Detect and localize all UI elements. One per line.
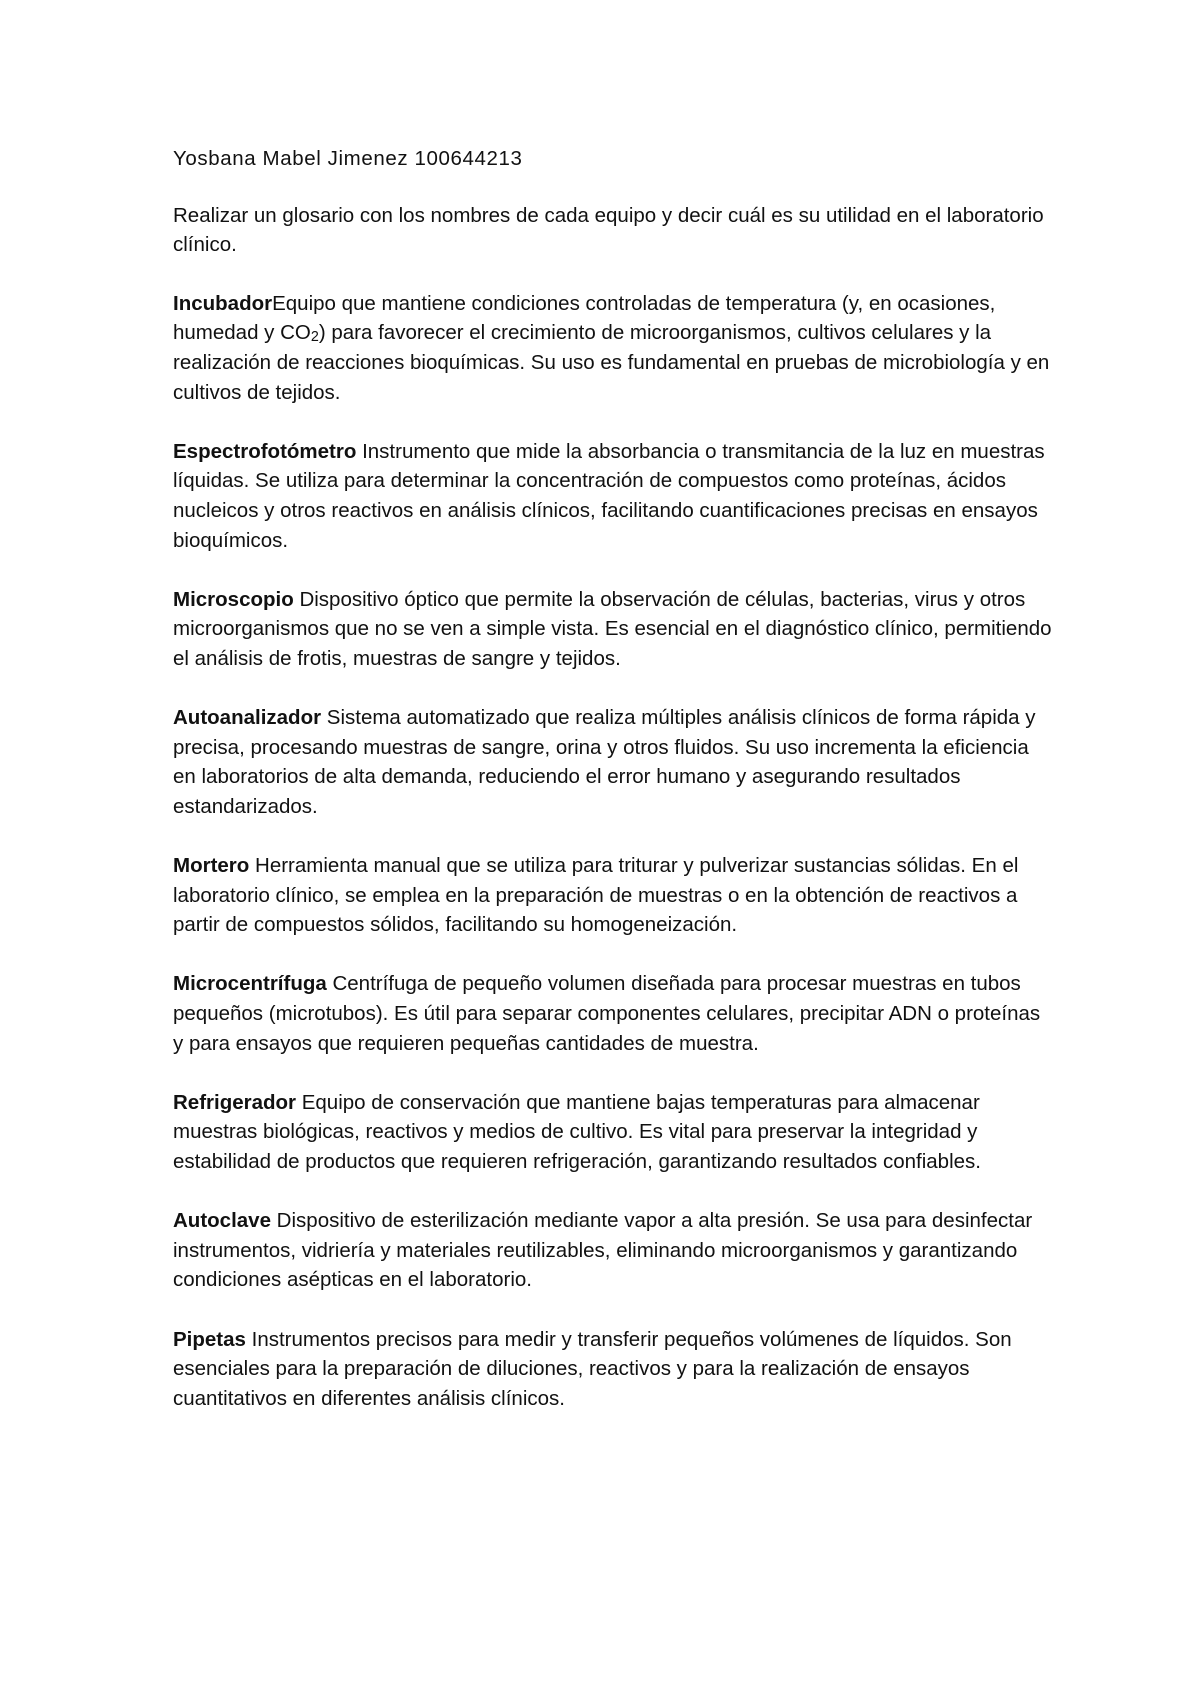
glossary-entry-autoanalizador xyxy=(173,703,1053,821)
glossary-definition: Dispositivo de esterilización mediante vapor a alta presión. Se usa para desinfectar instrumentos, vidriería y materiales reutilizables, eliminando microorganismos y garantizando condiciones asépticas en el laboratorio. xyxy=(173,1209,1033,1292)
glossary-definition: Sistema automatizado que realiza múltiples análisis clínicos de forma rápida y precisa, procesando muestras de sangre, orina y otros fluidos. Su uso incrementa la eficiencia en laboratorios de alta demanda, reduciendo el error humano y asegurando resultados estandarizados. xyxy=(173,706,1036,818)
glossary-term: Mortero xyxy=(173,854,250,878)
glossary-definition: Instrumento que mide la absorbancia o transmitancia de la luz en muestras líquidas. Se utiliza para determinar la concentración de compuestos como proteínas, ácidos nucleicos y otros reactivos en análisis clínicos, facilitando cuantificaciones precisas en ensayos bioquímicos. xyxy=(173,439,1045,552)
glossary-definition-part: ) para favorecer el crecimiento de microorganismos, cultivos celulares y la realización de reacciones bioquímicas. Su uso es fundamental en pruebas de microbiología y en cultivos de tejidos. xyxy=(173,321,1050,404)
glossary-definition-part: Equipo que mantiene condiciones controladas de temperatura (y, en ocasiones, humedad y CO xyxy=(173,291,996,345)
glossary-term: Autoanalizador xyxy=(173,706,322,730)
glossary-entry-espectrofotometro xyxy=(173,437,1053,555)
glossary-term: Autoclave xyxy=(173,1209,271,1233)
glossary-term: Pipetas xyxy=(173,1327,246,1351)
glossary-term: Espectrofotómetro xyxy=(173,439,357,463)
glossary-definition: Herramienta manual que se utiliza para triturar y pulverizar sustancias sólidas. En el laboratorio clínico, se emplea en la preparación de muestras o en la obtención de reactivos a partir de compuestos sólidos, facilitando su homogeneización. xyxy=(173,854,1019,937)
glossary-term: Incubador xyxy=(173,291,273,315)
assignment-instruction: Realizar un glosario con los nombres de cada equipo y decir cuál es su utilidad en el laboratorio clínico. xyxy=(173,203,1044,257)
glossary-entry-mortero xyxy=(173,851,1053,940)
document-page xyxy=(173,144,1053,1443)
glossary-definition: Centrífuga de pequeño volumen diseñada para procesar muestras en tubos pequeños (microtubos). Es útil para separar componentes celulares, precipitar ADN o proteínas y para ensayos que requieren pequeñas cantidades de muestra. xyxy=(173,972,1041,1055)
glossary-entry-refrigerador xyxy=(173,1088,1053,1177)
glossary-definition: Dispositivo óptico que permite la observación de células, bacterias, virus y otros microorganismos que no se ven a simple vista. Es esencial en el diagnóstico clínico, permitiendo el análisis de frotis, muestras de sangre y tejidos. xyxy=(173,587,1052,670)
glossary-definition: Equipo de conservación que mantiene bajas temperaturas para almacenar muestras biológicas, reactivos y medios de cultivo. Es vital para preservar la integridad y estabilidad de productos que requieren refrigeración, garantizando resultados confiables. xyxy=(173,1090,981,1173)
glossary-entry-autoclave xyxy=(173,1206,1053,1295)
author-line: Yosbana Mabel Jimenez 100644213 xyxy=(173,147,523,170)
glossary-entry-microcentrifuga xyxy=(173,969,1053,1058)
glossary-definition: Instrumentos precisos para medir y transferir pequeños volúmenes de líquidos. Son esenciales para la preparación de diluciones, reactivos y para la realización de ensayos cuantitativos en diferentes análisis clínicos. xyxy=(173,1327,1012,1410)
glossary-entry-incubador xyxy=(173,289,1053,407)
subscript-digit: 2 xyxy=(310,329,319,346)
glossary-entry-pipetas xyxy=(173,1325,1053,1414)
glossary-term: Refrigerador xyxy=(173,1090,297,1114)
glossary-term: Microcentrífuga xyxy=(173,972,327,996)
glossary-entry-microscopio xyxy=(173,585,1053,674)
glossary-term: Microscopio xyxy=(173,587,294,611)
